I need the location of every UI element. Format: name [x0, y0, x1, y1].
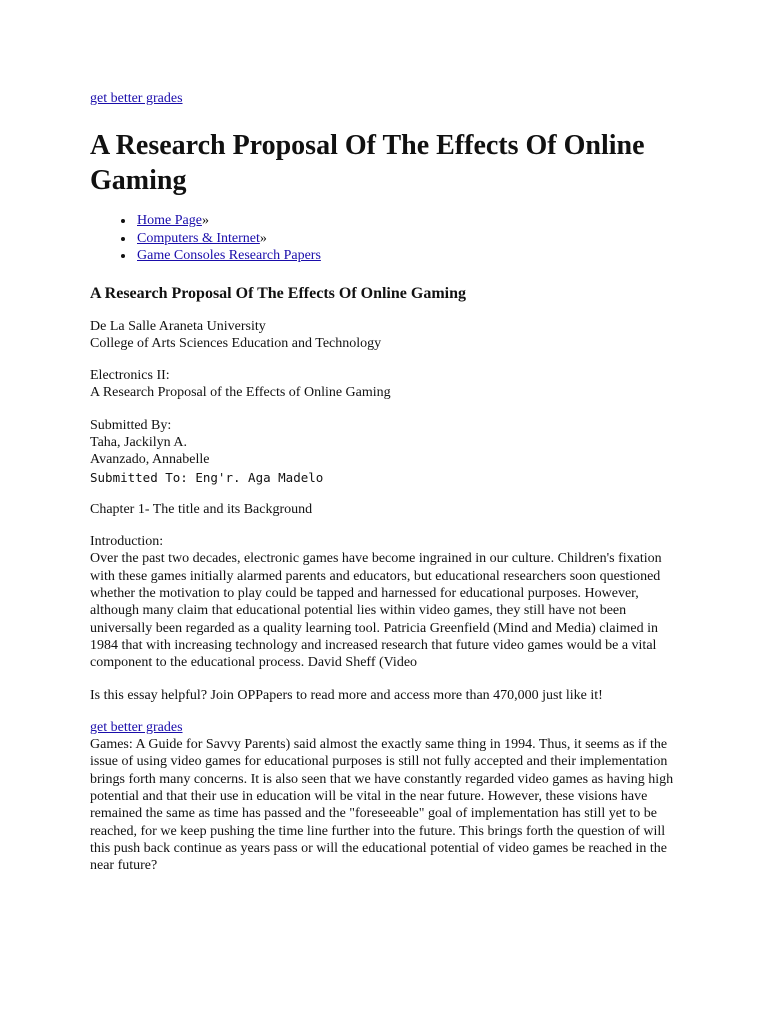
breadcrumb-item-game-consoles — [135, 247, 690, 265]
breadcrumb-item-computers — [135, 230, 690, 248]
author-1: Taha, Jackilyn A. — [90, 434, 187, 450]
get-better-grades-link-bottom[interactable]: get better grades — [90, 719, 183, 735]
breadcrumb-link-game-consoles[interactable]: Game Consoles Research Papers — [137, 248, 321, 263]
essay-subtitle: A Research Proposal Of The Effects Of Online Gaming — [90, 284, 466, 302]
get-better-grades-link-top[interactable]: get better grades — [90, 91, 183, 106]
breadcrumb-link-home[interactable]: Home Page — [137, 213, 202, 228]
breadcrumb-separator: » — [201, 213, 209, 228]
document-page — [90, 90, 690, 875]
breadcrumb-link-computers[interactable]: Computers & Internet — [137, 230, 260, 246]
course-block — [90, 367, 690, 402]
introduction-block — [90, 533, 680, 671]
breadcrumb — [90, 212, 690, 265]
continuation-text: Games: A Guide for Savvy Parents) said almost the exactly same thing in 1994. Thus, it seems as if the issue of using video games for educational purposes is still not fully accepted and their implementation brings forth many concerns. It is also seen that we have constantly regarded video games as having high potential and that their use in education will be vital in the near future. However, these visions have remained the same as time has passed and the "foreseeable" goal of implementation has still yet to be reached, for we keep pushing the time line further into the future. This brings forth the question of will this push back continue as years pass or will the educational potential of video games be reached in the near future? — [90, 737, 674, 874]
course-name: Electronics II: — [90, 368, 170, 384]
continuation-block — [90, 719, 680, 875]
proposal-title: A Research Proposal of the Effects of Online Gaming — [90, 385, 391, 401]
promo-text: Is this essay helpful? Join OPPapers to read more and access more than 470,000 just like it! — [90, 687, 603, 703]
university-block — [90, 318, 690, 353]
university-name: De La Salle Araneta University — [90, 318, 266, 334]
breadcrumb-item-home — [135, 212, 690, 230]
introduction-label: Introduction: — [90, 534, 164, 550]
submitted-by-label: Submitted By: — [90, 417, 172, 433]
college-name: College of Arts Sciences Education and Technology — [90, 335, 382, 351]
introduction-text: Over the past two decades, electronic games have become ingrained in our culture. Children's fixation with these games initially alarmed parents and educators, but educational researchers soon questioned whether the motivation to play could be tapped and harnessed for educational purposes. However, although many claim that educational potential lies within video games, they still have not been universally been regarded as a quality learning tool. Patricia Greenfield (Mind and Media) claimed in 1984 that with increasing technology and increased research that future video games would be a vital component to the educational process. David Sheff (Video — [90, 551, 662, 671]
submitted-to: Submitted To: Eng'r. Aga Madelo — [90, 469, 324, 485]
page-title: A Research Proposal Of The Effects Of Online Gaming — [90, 130, 645, 196]
author-2: Avanzado, Annabelle — [90, 452, 210, 468]
chapter-heading: Chapter 1- The title and its Background — [90, 501, 313, 517]
breadcrumb-separator: » — [259, 230, 267, 246]
submission-block — [90, 417, 690, 486]
